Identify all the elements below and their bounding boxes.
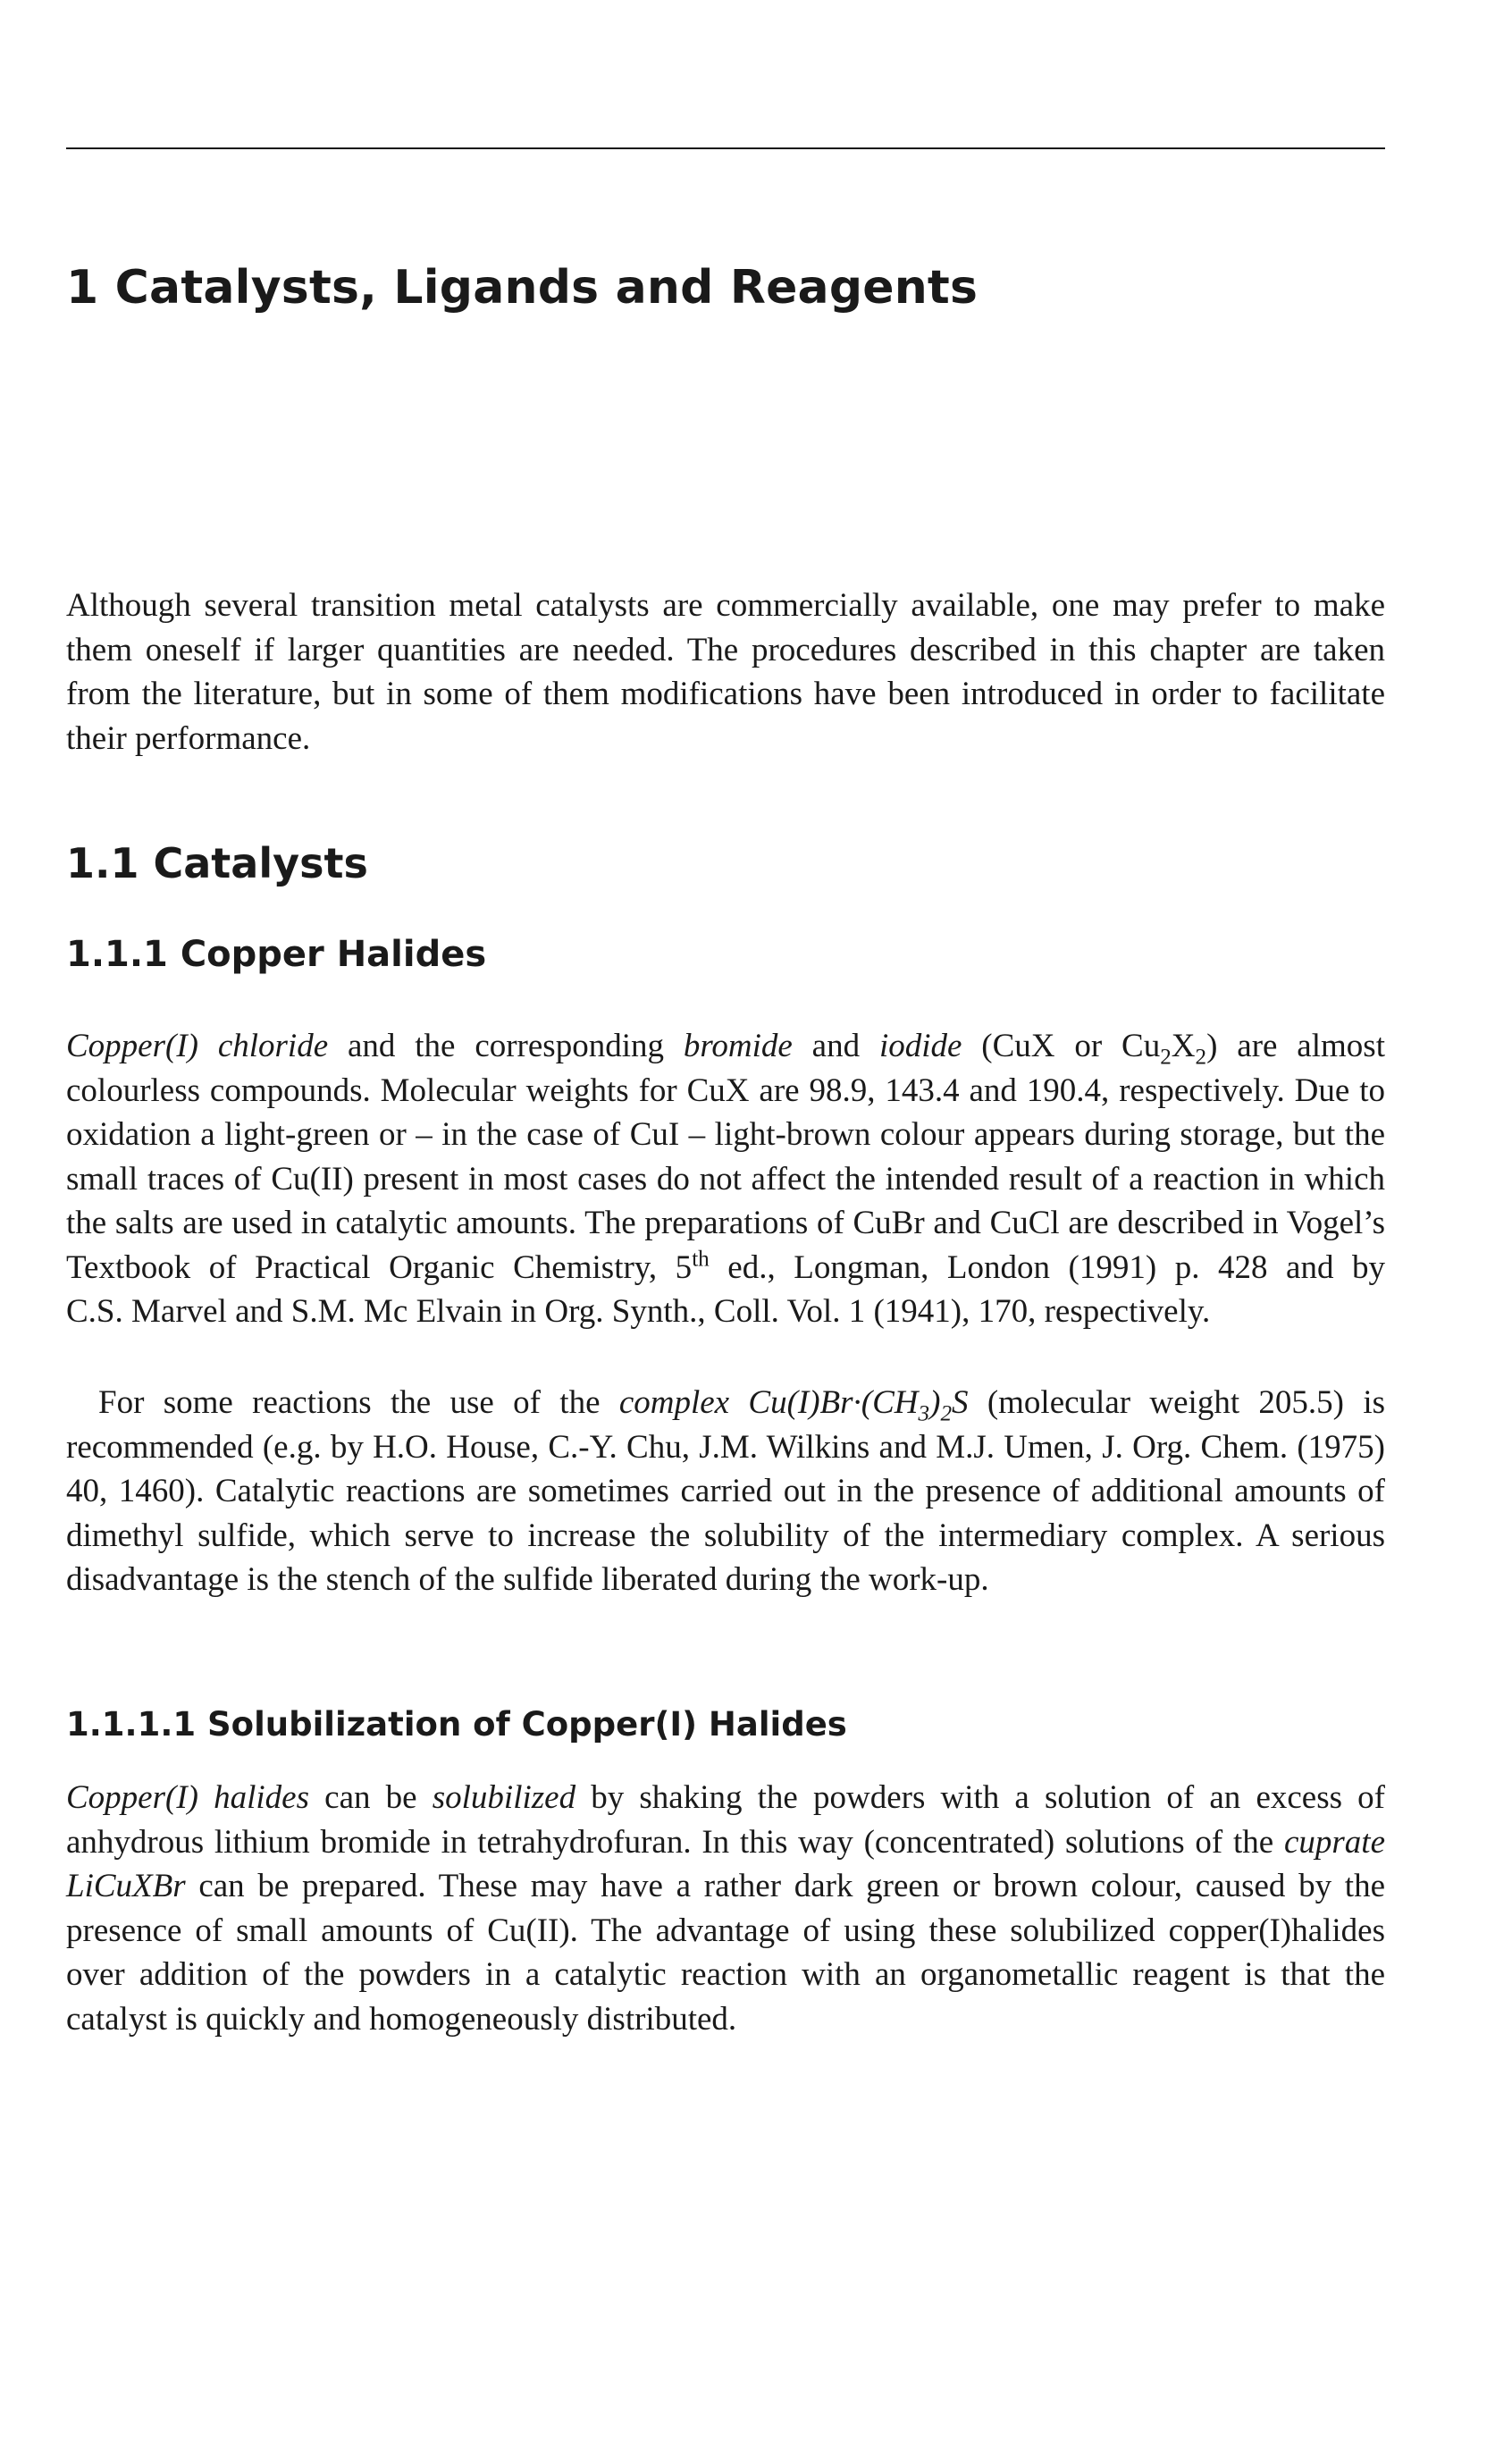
chapter-title: 1 Catalysts, Ligands and Reagents	[66, 261, 979, 315]
term-iodide: iodide	[878, 1028, 962, 1064]
text-run: (molecular weight 205.5) is recommended (e.g. by H.O. House, C.-Y. Chu, J.M. Wilkins and M.J. Umen, J. Org. Chem. (1975) 40, 1460). Catalytic reactions are sometimes carried out in the presence of additional amounts of dimethyl sulfide, which serve to increase the solubility of the intermediary complex. A serious disadvantage is the stench of the sulfide liberated during the work-up.	[66, 1384, 1385, 1598]
text-run: and the corresponding	[328, 1028, 684, 1064]
text-run: For some reactions the use of the	[98, 1384, 619, 1421]
formula-run: S	[952, 1384, 969, 1421]
copper-halides-paragraph-1	[66, 1024, 1385, 1334]
section-heading-catalysts: 1.1 Catalysts	[66, 839, 368, 887]
text-run: ) are almost colourless compounds. Molecular weights for CuX are 98.9, 143.4 and 190.4, respectively. Due to oxidation a light-green or – in the case of CuI – light-brown colour appears during storage, but the small traces of Cu(II) present in most cases do not affect the intended result of a reaction in which the salts are used in catalytic amounts. The preparations of CuBr and CuCl are described in Vogel’s Textbook of Practical Organic Chemistry, 5	[66, 1028, 1385, 1286]
text-run: and	[792, 1028, 879, 1064]
text-run: can be	[309, 1779, 433, 1816]
term-copper-chloride: Copper(I) chloride	[66, 1028, 329, 1064]
solubilization-paragraph	[66, 1776, 1385, 2041]
subscript: 2	[1160, 1045, 1172, 1070]
text-run: (CuX or Cu	[962, 1028, 1161, 1064]
subscript: 3	[918, 1401, 930, 1426]
section-heading-solubilization: 1.1.1.1 Solubilization of Copper(I) Halides	[66, 1705, 847, 1744]
header-rule	[66, 147, 1385, 149]
term-bromide: bromide	[683, 1028, 793, 1064]
intro-paragraph: Although several transition metal catalysts are commercially available, one may prefer to make them oneself if larger quantities are needed. The procedures described in this chapter are taken from the literature, but in some of them modifications have been introduced in order to facilitate their performance.	[66, 587, 1385, 757]
formula-run: )	[929, 1384, 941, 1421]
text-run: can be prepared. These may have a rather dark green or brown colour, caused by the presence of small amounts of Cu(II). The advantage of using these solubilized copper(I)halides over addition of the powders in a catalytic reaction with an organometallic reagent is that the catalyst is quickly and homogeneously distributed.	[66, 1868, 1385, 2038]
superscript: th	[692, 1247, 710, 1272]
term-cuprate: cuprate LiCuXBr	[66, 1823, 1385, 1904]
formula-run: complex Cu(I)Br·(CH	[618, 1384, 919, 1421]
text-run: ed., Longman, London (1991) p. 428 and by C.S. Marvel and S.M. Mc Elvain in Org. Synth., Coll. Vol. 1 (1941), 170, respectively.	[66, 1248, 1385, 1330]
copper-halides-paragraph-2	[66, 1381, 1385, 1602]
text-run: X	[1171, 1028, 1196, 1064]
section-heading-copper-halides: 1.1.1 Copper Halides	[66, 934, 487, 975]
text-run: by shaking the powders with a solution of an excess of anhydrous lithium bromide in tetrahydrofuran. In this way (concentrated) solutions of the	[66, 1779, 1385, 1861]
subscript: 2	[1195, 1045, 1207, 1070]
subscript: 2	[940, 1401, 953, 1426]
term-copper-halides: Copper(I) halides	[66, 1779, 309, 1816]
term-solubilized: solubilized	[432, 1779, 576, 1816]
term-complex	[618, 1384, 969, 1426]
